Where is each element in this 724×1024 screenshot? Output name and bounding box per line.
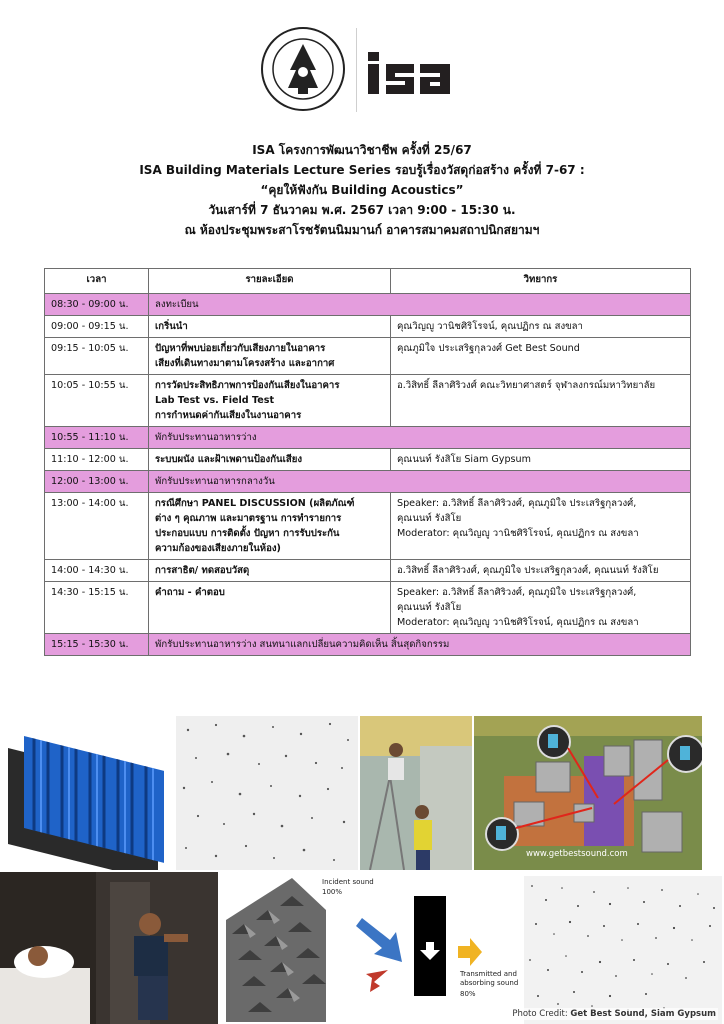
row-detail: การสาธิต/ ทดสอบวัสดุ (149, 560, 391, 582)
row-detail-line: การวัดประสิทธิภาพการป้องกันเสียงในอาคาร (155, 380, 340, 391)
row-detail: พักรับประทานอาหารกลางวัน (149, 471, 691, 493)
logo-divider (356, 28, 357, 112)
table-row (45, 375, 691, 427)
row-detail: พักรับประทานอาหารว่าง สนทนาแลกเปลี่ยนความคิดเห็น สิ้นสุดกิจกรรม (149, 634, 691, 656)
row-speaker-line: คุณนนท์ รังสิโย (397, 602, 462, 613)
event-venue: ณ ห้องประชุมพระสาโรชรัตนนิมมานก์ อาคารสมาคมสถาปนิกสยามฯ (184, 223, 540, 237)
asa-seal-logo (260, 26, 346, 112)
row-speaker: คุณวิญญู วานิชศิริโรจน์, คุณปฏิกร ณ สงขลา (391, 316, 691, 338)
event-topic: “คุยให้ฟังกัน Building Acoustics” (260, 183, 464, 197)
row-detail-line: ประกอบแบบ การติดตั้ง ปัญหา การรับประกัน (155, 528, 340, 539)
row-detail: เกริ่นนำ (149, 316, 391, 338)
row-speaker: คุณนนท์ รังสิโย Siam Gypsum (391, 449, 691, 471)
row-time: 15:15 - 15:30 น. (45, 634, 149, 656)
header-time: เวลา (45, 269, 149, 294)
row-time: 13:00 - 14:00 น. (45, 493, 149, 560)
row-detail-line: เสียงที่เดินทางมาตามโครงสร้าง และอากาศ (155, 358, 335, 369)
program-title: ISA โครงการพัฒนาวิชาชีพ ครั้งที่ 25/67 (252, 143, 472, 157)
row-detail: พักรับประทานอาหารว่าง (149, 427, 691, 449)
row-time: 10:05 - 10:55 น. (45, 375, 149, 427)
table-row (45, 634, 691, 656)
row-time: 09:00 - 09:15 น. (45, 316, 149, 338)
photo-credit-prefix: Photo Credit: (512, 1009, 571, 1019)
row-speaker-line: คุณนนท์ รังสิโย (397, 513, 462, 524)
header-speaker: วิทยากร (391, 269, 691, 294)
row-detail: ระบบผนัง และฝ้าเพดานป้องกันเสียง (149, 449, 391, 471)
table-row (45, 294, 691, 316)
row-time: 10:55 - 11:10 น. (45, 427, 149, 449)
table-row (45, 560, 691, 582)
table-header-row (45, 269, 691, 294)
pyramid-foam-photo (222, 874, 330, 1024)
photo-credit (510, 1008, 718, 1020)
row-speaker-line: Moderator: คุณวิญญู วานิชศิริโรจน์, คุณปฏิกร ณ สงขลา (397, 617, 639, 628)
table-row (45, 449, 691, 471)
event-heading (0, 140, 724, 240)
row-time: 09:15 - 10:05 น. (45, 338, 149, 375)
row-time: 12:00 - 13:00 น. (45, 471, 149, 493)
row-detail (149, 338, 391, 375)
row-speaker-line: Speaker: อ.วิสิทธิ์ ลีลาศิริวงศ์, คุณภูมิใจ ประเสริฐกุลวงศ์, (397, 587, 637, 598)
site-url: www.getbestsound.com (526, 849, 628, 859)
table-row (45, 338, 691, 375)
row-speaker: อ.วิสิทธิ์ ลีลาศิริวงศ์ คณะวิทยาศาสตร์ จุฬาลงกรณ์มหาวิทยาลัย (391, 375, 691, 427)
sound-diagram-graphic (322, 878, 522, 1024)
row-detail (149, 375, 391, 427)
ceiling-tile-photo (176, 716, 358, 870)
photo-collage (0, 714, 724, 1024)
noise-disturbance-photo (0, 872, 218, 1024)
row-detail-line: ต่าง ๆ คุณภาพ และมาตรฐาน การทำรายการ (155, 513, 342, 524)
row-speaker: คุณภูมิใจ ประเสริฐกุลวงศ์ Get Best Sound (391, 338, 691, 375)
table-row (45, 471, 691, 493)
row-detail-line: ความก้องของเสียงภายในห้อง) (155, 543, 281, 554)
row-detail-line: กรณีศึกษา PANEL DISCUSSION (ผลิตภัณฑ์ (155, 498, 355, 509)
incident-sound-label: Incident sound (322, 878, 374, 886)
row-time: 14:00 - 14:30 น. (45, 560, 149, 582)
header-detail: รายละเอียด (149, 269, 391, 294)
row-detail: ลงทะเบียน (149, 294, 691, 316)
row-time: 14:30 - 15:15 น. (45, 582, 149, 634)
table-row (45, 493, 691, 560)
row-speaker-line: Speaker: อ.วิสิทธิ์ ลีลาศิริวงศ์, คุณภูมิใจ ประเสริฐกุลวงศ์, (397, 498, 637, 509)
transmitted-sound-label: Transmitted and absorbing sound (460, 970, 519, 987)
row-time: 08:30 - 09:00 น. (45, 294, 149, 316)
sound-transmission-diagram (322, 878, 522, 1024)
incident-sound-percent: 100% (322, 888, 343, 896)
site-measurement-map (474, 716, 702, 870)
row-speaker: อ.วิสิทธิ์ ลีลาศิริวงศ์, คุณภูมิใจ ประเสริฐกุลวงศ์, คุณนนท์ รังสิโย (391, 560, 691, 582)
schedule-table (44, 268, 691, 656)
header-logos (0, 22, 724, 122)
row-detail (149, 493, 391, 560)
isa-logo (366, 44, 470, 98)
row-speaker (391, 493, 691, 560)
speckled-board-photo (524, 876, 722, 1024)
acoustic-foam-photo (0, 722, 172, 870)
table-row (45, 427, 691, 449)
row-detail-line: การกำหนดค่ากันเสียงในงานอาคาร (155, 410, 302, 421)
series-title: ISA Building Materials Lecture Series รอบรู้เรื่องวัสดุก่อสร้าง ครั้งที่ 7-67 : (139, 163, 585, 177)
table-row (45, 582, 691, 634)
row-speaker (391, 582, 691, 634)
photo-credit-names: Get Best Sound, Siam Gypsum (570, 1009, 716, 1019)
row-detail-line: Lab Test vs. Field Test (155, 395, 275, 406)
row-speaker-line: Moderator: คุณวิญญู วานิชศิริโรจน์, คุณปฏิกร ณ สงขลา (397, 528, 639, 539)
transmitted-sound-percent: 80% (460, 990, 476, 998)
event-date-time: วันเสาร์ที่ 7 ธันวาคม พ.ศ. 2567 เวลา 9:00 - 15:30 น. (208, 203, 516, 217)
row-time: 11:10 - 12:00 น. (45, 449, 149, 471)
installation-photo (360, 716, 472, 870)
table-row (45, 316, 691, 338)
row-detail: คำถาม - คำตอบ (149, 582, 391, 634)
row-detail-line: ปัญหาที่พบบ่อยเกี่ยวกับเสียงภายในอาคาร (155, 343, 326, 354)
